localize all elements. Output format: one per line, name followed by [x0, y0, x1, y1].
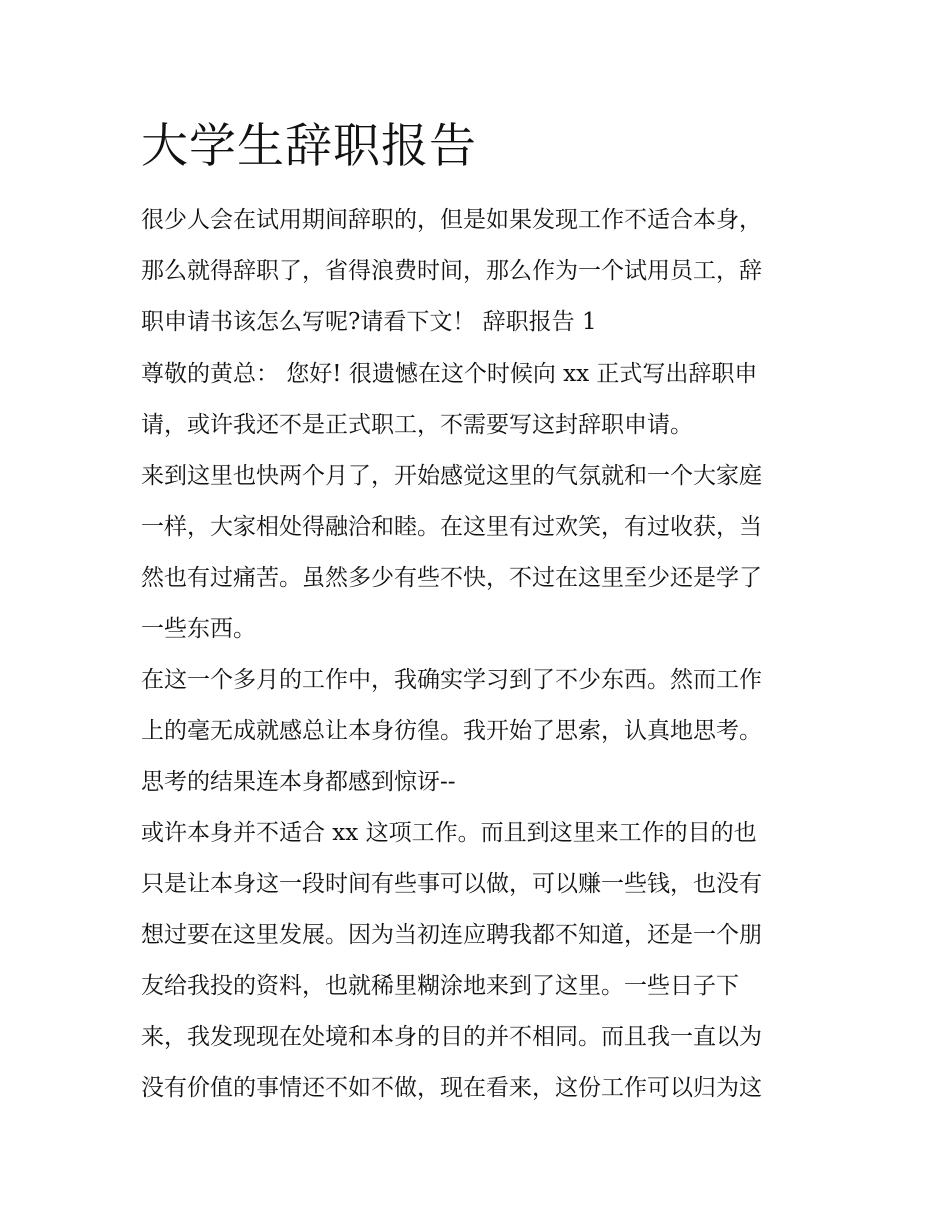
body-line-5: 请，或许我还不是正式职工，不需要写这封辞职申请。: [141, 412, 693, 438]
body-line-15: 想过要在这里发展。因为当初连应聘我都不知道，还是一个朋: [141, 922, 762, 948]
body-line-3: 职申请书该怎么写呢?请看下文！ 辞职报告 1: [141, 309, 597, 335]
body-line-9: 一些东西。: [141, 616, 256, 642]
body-line-10: 在这一个多月的工作中，我确实学习到了不少东西。然而工作: [141, 667, 762, 693]
body-line-13: 或许本身并不适合 xx 这项工作。而且到这里来工作的目的也: [141, 820, 757, 846]
body-line-2: 那么就得辞职了，省得浪费时间，那么作为一个试用员工，辞: [141, 258, 762, 284]
body-line-18: 没有价值的事情还不如不做，现在看来，这份工作可以归为这: [141, 1075, 762, 1101]
body-line-8: 然也有过痛苦。虽然多少有些不快，不过在这里至少还是学了: [141, 565, 762, 591]
document-title: 大学生辞职报告: [141, 119, 477, 174]
body-line-16: 友给我投的资料，也就稀里糊涂地来到了这里。一些日子下: [141, 973, 739, 999]
body-line-6: 来到这里也快两个月了，开始感觉这里的气氛就和一个大家庭: [141, 463, 762, 489]
body-line-4: 尊敬的黄总： 您好! 很遗憾在这个时候向 xx 正式写出辞职申: [141, 361, 758, 387]
body-line-17: 来，我发现现在处境和本身的目的并不相同。而且我一直以为: [141, 1024, 762, 1050]
body-line-11: 上的毫无成就感总让本身彷徨。我开始了思索，认真地思考。: [141, 718, 762, 744]
body-line-1: 很少人会在试用期间辞职的，但是如果发现工作不适合本身，: [141, 207, 762, 233]
body-line-14: 只是让本身这一段时间有些事可以做，可以赚一些钱，也没有: [141, 871, 762, 897]
body-line-12: 思考的结果连本身都感到惊讶--: [141, 769, 456, 795]
body-line-7: 一样，大家相处得融洽和睦。在这里有过欢笑，有过收获，当: [141, 514, 762, 540]
